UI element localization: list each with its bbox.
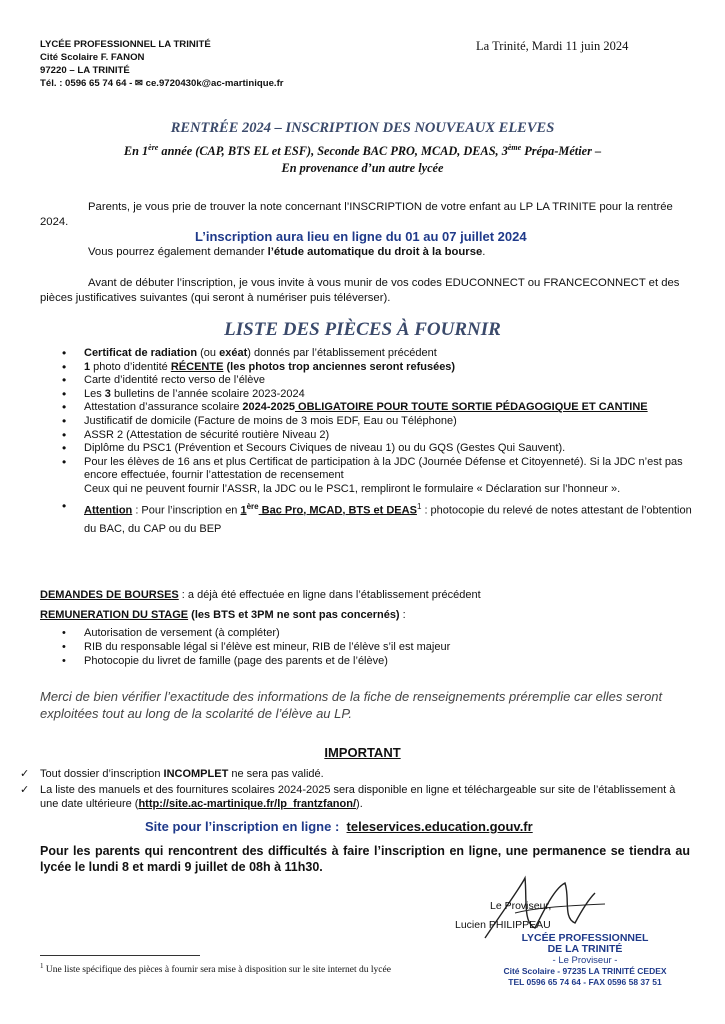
stage-heading: REMUNERATION DU STAGE (les BTS et 3PM ne sont pas concernés) : [40, 609, 406, 621]
check-icon: ✓ [20, 784, 30, 796]
footnote: $^1$ Une liste spécifique des pièces à fournir sera mise à disposition sur le site internet du lycée [40, 962, 391, 976]
list-item: • 1 photo d’identité RÉCENTE (les photos trop anciennes seront refusées) [62, 361, 702, 375]
list-item: • Carte d’identité recto verso de l’élève [62, 374, 702, 388]
stage-list [62, 626, 450, 668]
school-cite: Cité Scolaire F. FANON [40, 52, 145, 63]
list-item: • Attention : Pour l’inscription en 1ère Bac Pro, MCAD, BTS et DEAS$^1$ : photocopie du relevé de notes attestant de l’obtention du BAC, du CAP ou du BEP [62, 497, 702, 540]
verification-notice: Merci de bien vérifier l’exactitude des informations de la fiche de renseignements préremplie car elles seront exploitées tout au long de la scolarité de l’élève au LP. [40, 689, 663, 721]
site-line: Site pour l’inscription en ligne : teleservices.education.gouv.fr [145, 819, 533, 834]
list-item: • RIB du responsable légal si l’élève est mineur, RIB de l’élève s’il est majeur [62, 640, 450, 654]
school-header [40, 38, 284, 90]
list-item: • Justificatif de domicile (Facture de moins de 3 mois EDF, Eau ou Téléphone) [62, 415, 702, 429]
signature-role: Le Proviseur, [490, 900, 552, 912]
list-item: • Certificat de radiation (ou exéat) donnés par l’établissement précédent [62, 347, 702, 361]
bourses-line: DEMANDES DE BOURSES : a déjà été effectuée en ligne dans l’établissement précédent [40, 589, 481, 601]
incomplete-notice: Tout dossier d’inscription INCOMPLET ne sera pas validé. [40, 768, 324, 780]
documents-list [62, 347, 702, 539]
signature-name: Lucien PHILIPPEAU [455, 919, 551, 931]
list-item: • Attestation d’assurance scolaire 2024-2025 OBLIGATOIRE POUR TOUTE SORTIE PÉDAGOGIQUE ET CANTINE [62, 401, 702, 415]
list-item: • Pour les élèves de 16 ans et plus Certificat de participation à la JDC (Journée Défense et Citoyenneté). Si la JDC n’est pas encore effectuée, fournir l’attestation de recensement Ceux qui ne peuvent fournir l’ASSR, la JDC ou le PSC1, rempliront le formulaire « Déclaration sur l’honneur ». [62, 456, 702, 497]
school-name: LYCÉE PROFESSIONNEL LA TRINITÉ [40, 39, 211, 50]
important-title: IMPORTANT [324, 745, 401, 760]
supplies-notice: La liste des manuels et des fournitures scolaires 2024-2025 sera disponible en ligne et téléchargeable sur site de l’établissement à une date ultérieure (http://site.ac-martinique.fr/lp_frantzfanon/). [40, 784, 676, 810]
permanence-notice: Pour les parents qui rencontrent des difficultés à faire l’inscription en ligne, une permanence se tiendra au lycée le lundi 8 et mardi 9 juillet de 08h à 11h30. [40, 844, 690, 874]
teleservices-link[interactable]: teleservices.education.gouv.fr [346, 819, 533, 834]
document-subtitle-2: En provenance d’un autre lycée [281, 161, 444, 175]
list-title: LISTE DES PIÈCES À FOURNIR [224, 319, 501, 340]
school-contact: Tél. : 0596 65 74 64 - ✉ ce.9720430k@ac-martinique.fr [40, 78, 284, 89]
list-item: • Diplôme du PSC1 (Prévention et Secours Civiques de niveau 1) ou du GQS (Gestes Qui Sauvent). [62, 442, 702, 456]
school-site-link[interactable]: http://site.ac-martinique.fr/lp_frantzfanon/ [138, 798, 357, 810]
footnote-divider [40, 955, 200, 956]
list-item: • Autorisation de versement (à compléter) [62, 626, 450, 640]
list-item: • Photocopie du livret de famille (page des parents et de l’élève) [62, 654, 450, 668]
intro-paragraph: Parents, je vous prie de trouver la note concernant l’INSCRIPTION de votre enfant au LP LA TRINITE pour la rentrée 2024. [40, 201, 673, 228]
document-subtitle-1: En 1ère année (CAP, BTS EL et ESF), Seconde BAC PRO, MCAD, DEAS, 3ème Prépa-Métier – [123, 143, 602, 159]
online-dates: L’inscription aura lieu en ligne du 01 au 07 juillet 2024 [195, 229, 527, 244]
bourse-line: Vous pourrez également demander l’étude automatique du droit à la bourse. [88, 246, 486, 258]
list-item: • Les 3 bulletins de l’année scolaire 2023-2024 [62, 388, 702, 402]
official-stamp: LYCÉE PROFESSIONNEL DE LA TRINITÉ - Le Proviseur - Cité Scolaire - 97235 LA TRINITÉ CEDEX TEL 0596 65 74 64 - FAX 0596 58 37 51 [503, 932, 667, 987]
document-date: La Trinité, Mardi 11 juin 2024 [476, 39, 629, 53]
school-address: 97220 – LA TRINITÉ [40, 65, 130, 76]
check-icon: ✓ [20, 768, 30, 780]
document-title: RENTRÉE 2024 – INSCRIPTION DES NOUVEAUX ELEVES [170, 120, 555, 136]
codes-paragraph: Avant de débuter l’inscription, je vous invite à vous munir de vos codes EDUCONNECT ou FRANCECONNECT et des pièces justificatives suivantes (qui seront à numériser puis téléverser). [40, 277, 680, 304]
list-item: • ASSR 2 (Attestation de sécurité routière Niveau 2) [62, 429, 702, 443]
